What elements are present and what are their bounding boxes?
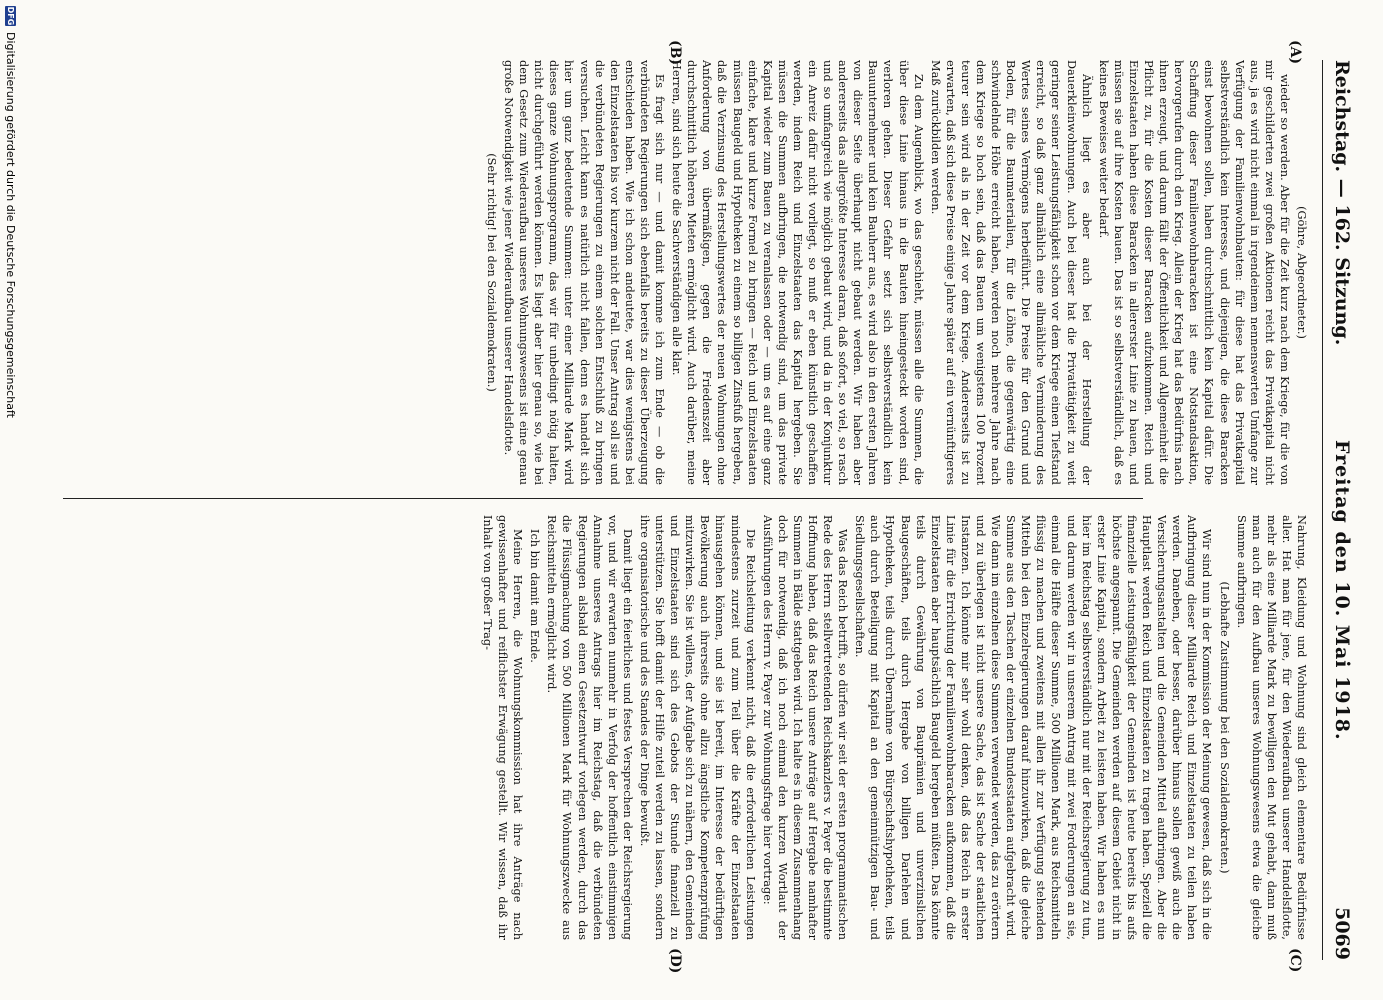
paragraph: Zu dem Augenblick, wo das geschieht, müssen alle die Summen, die über diese Linie hinaus in die Bauten hineingesteckt worden sind, verloren gehen. Dieser Gefahr setzt sich selbstverständlich kein Bauunternehmer und kein Bauherr aus, es wird also in den ersten Jahren von dieser Seite überhaupt nicht gebaut werden. Wir haben aber andererseits das allergrößte Interesse daran, daß sofort, so viel, so rasch und so umfangreich wie möglich gebaut wird, und da in der Konjunktur ein Anreiz dafür nicht vorliegt, so muß er eben künstlich geschaffen werden, indem Reich und Einzelstaaten das Kapital hergeben. Sie müssen die Summen aufbringen, die notwendig sind, um das private Kapital wieder zum Bauen zu veranlassen oder — um es auf eine ganz einfache, klare und kurze Formel zu bringen — Reich und Einzelstaaten müssen Baugeld und Hypotheken zu einem so billigen Zinsfuß hergeben, daß die Verzinsung des Herstellungswertes der neuen Wohnungen ohne Anforderung von übermäßigen, gegen die Friedenszeit aber durchschnittlich höheren Mieten ermöglicht wird. Auch darüber, meine Herren, sind sich heute die Sachverständigen alle klar. [670, 60, 925, 485]
paragraph: Was das Reich betrifft, so dürfen wir seit der ersten programmatischen Rede des Herrn stellvertretenden Reichskanzlers v. Payer die bestimmte Hoffnung haben, daß das Reich unsere Anträge auf Hergabe namhafter Summen in Bälde stattgeben wird. Ich halte es in diesem Zusammenhang doch für notwendig, daß ich noch einmal den kurzen Wortlaut der Ausführungen des Herrn v. Payer zur Wohnungsfrage hier vortrage: [760, 515, 850, 940]
paragraph: wieder so werden. Aber für die Zeit kurz nach dem Kriege, für die von mir geschilderten zwei großen Aktionen reicht das Privatkapital nicht aus, ja es wird nicht einmal in irgendeinem nennenswerten Umfange zur Verfügung der Familienwohnbauten: für diese hat das Privatkapital selbstverständlich kein Interesse, und diejenigen, die diese Baracken einst bewohnen sollen, haben durchschnittlich kein Kapital dafür. Die Schaffung dieser Familienwohnbaracken ist eine Notstandsaktion, hervorgerufen durch den Krieg. Allein der Krieg hat das Bedürfnis nach ihnen erzeugt, und darum fällt der Öffentlichkeit und Allgemeinheit die Pflicht zu, für die Kosten dieser Baracken aufzukommen. Reich und Einzelstaaten haben diese Baracken in allererster Linie zu bauen, und müssen sie auf ihre Kosten bauen. Das ist so selbstverständlich, daß es keines Beweises weiter bedarf. [1096, 60, 1291, 485]
header-session: Reichstag. — 162. Sitzung. [1331, 60, 1353, 346]
paragraph: Ähnlich liegt es aber auch bei der Herstellung der Dauerkleinwohnungen. Auch bei dieser hat die Privattätigkeit zu weit geringer seiner Leistungsfähigkeit schon vor dem Kriege einen Tiefstand erreicht, so daß ganz allmählich eine allmähliche Verminderung des Wertes seines Vermögens herbeiführt. Die Preise für den Grund und Boden, für die Baumaterialien, für die Löhne, die gegenwärtig eine schwindelnde Höhe erreicht haben, werden noch mehrere Jahre nach dem Kriege so hoch sein, daß das Bauen um wenigstens 100 Prozent teurer sein wird als in der Zeit vor dem Kriege. Andererseits ist zu erwarten, daß sich diese Preise einige Jahre später auf ein vernünftigeres Maß zurückbilden werden. [928, 60, 1093, 485]
paragraph: Nahrung, Kleidung und Wohnung sind gleich elementare Bedürfnisse aller. Hat man für jene, für den Wiederaufbau unserer Handelsflotte, mehr als eine Milliarde Mark zu bewilligen den Mut gehabt, dann muß man auch für den Aufbau unseres Wohnungswesens etwa die gleiche Summe aufbringen. [1234, 515, 1308, 940]
paragraph: Wir sind nun in der Kommission der Meinung gewesen, daß sich in die Aufbringung dieser Milliarde Reich und Einzelstaaten zu teilen haben werden. Daneben, oder besser, darüber hinaus sollen gewiß auch die Versicherungsanstalten und die Gemeinden Mittel aufbringen. Aber die Hauptlast werden Reich und Einzelstaaten zu tragen haben. Speziell die finanzielle Leistungsfähigkeit der Gemeinden ist heute bereits bis aufs höchste angespannt. Die Gemeinden werden auf diesem Gebiet nicht in erster Linie Kapital, sondern Arbeit zu leisten haben. Wir haben es nun hier im Reichstag selbstverständlich nur mit der Reichsregierung zu tun, und darum werden wir in unserem Antrag mit zwei Forderungen an sie, einmal die Hälfte dieser Summe, 500 Millionen Mark, aus Reichsmitteln flüssig zu machen und zweitens mit allen ihr zur Verfügung stehenden Mitteln bei den Einzelregierungen darauf hinzuwirken, daß die gleiche Summe aus den Taschen der einzelnen Bundesstaaten aufgebracht wird. Wie dann im einzelnen diese Summen verwendet werden, das zu erörtern und zu überlegen ist nicht unsere Sache, das ist Sache der staatlichen Instanzen. Ich könnte mir sehr wohl denken, daß das Reich in erster Linie für die Errichtung der Familienwohnbaracken aufkommen, daß die Einzelstaaten aber hauptsächlich Baugeld hergeben müßten. Das könnte teils durch Gewährung von Bauprämien und unverzinslichen Baugeschäften, teils durch Hergabe von billigen Darlehen und Hypotheken, teils durch Übernahme von Bürgschaftshypotheken, teils auch durch Beteiligung mit Kapital an den gemeinnützigen Bau- und Siedlungsgesellschaften. [853, 515, 1214, 940]
speaker-attribution: (Göhre, Abgeordneter.) [1295, 206, 1308, 339]
paragraph: Damit liegt ein feierliches und festes Versprechen der Reichsregierung vor, und wir erwarten nunmehr in Verfolg der hoffentlich einstimmigen Annahme unseres Antrags hier im Reichstag, daß die verbündeten Regierungen alsbald einen Gesetzentwurf vorlegen werden, durch das die Flüssigmachung von 500 Millionen Mark für Wohnungszwecke aus Reichsmitteln ermöglicht wird. [545, 515, 634, 940]
left-column [99, 60, 1309, 485]
page-header [1322, 60, 1359, 960]
digitization-credit [0, 0, 22, 1006]
dfg-logo-icon: DFG [6, 6, 16, 26]
margin-mark-a: (A) [1287, 40, 1303, 65]
margin-mark-b: (B) [667, 40, 683, 66]
interjection: (Lebhafte Zustimmung bei den Sozialdemokraten.) [1217, 581, 1231, 874]
margin-mark-c: (C) [1287, 948, 1303, 973]
quotation: Die Reichsleitung verkennt nicht, daß die erforderlichen Leistungen mindestens zurzeit und zum Teil über die Kräfte der Einzelstaaten hinausgehen können, und sie ist bereit, im Interesse der bedürftigen Bevölkerung auch ihrerseits ohne allzu ängstliche Kompetenzprüfung mitzuwirken. Sie ist willens, der Aufgabe sich zu nähern, den Gemeinden und Einzelstaaten sind sich des Gebots der Stunde finanziell zu unterstützen. Sie hofft damit der Hilfe zuteil werden zu lassen, sondern ihre organisatorische und des Standes der Dinge bewußt. [637, 515, 757, 940]
page-number: 5069 [1331, 907, 1353, 960]
right-column [99, 515, 1309, 940]
column-divider [63, 498, 1143, 499]
paragraph: Es fragt sich nur — und damit komme ich zum Ende — ob die verbündeten Regierungen sich ebenfalls bereits zu dieser Überzeugung entschieden haben. Wie ich schon andeutete, war dies wenigstens bei den Einzelstaaten bis vor kurzem nicht der Fall. Unser Antrag soll sie und die verbündeten Regierungen zu einem solchen Entschluß zu bringen versuchen. Leicht kann es natürlich nicht fallen, denn es handelt sich hier um ganz bedeutende Summen: unter einer Milliarde Mark wird dieses ganze Wohnungsprogramm, das wir für unbedingt nötig halten, nicht durchgeführt werden können. Es liegt aber hier genau so, wie bei dem Gesetz zum Wiederaufbau unseres Wohnungswesens ist eine genau große Notwendigkeit wie jener Wiederaufbau unserer Handelsflotte. [502, 60, 667, 485]
margin-mark-d: (D) [667, 948, 683, 974]
header-date: Freitag den 10. Mai 1918. [1331, 440, 1353, 741]
paragraph: Meine Herren, die Wohnungskommission hat ihre Anträge nach gewissenhafter und reiflichster Erwägung gestellt. Wir wissen, daß ihr Inhalt von großer Trag- [481, 515, 525, 940]
credit-text: Digitalisierung gefördert durch die Deutsche Forschungsgemeinschaft [4, 32, 18, 418]
paragraph: Ich bin damit am Ende. [528, 529, 542, 663]
interjection: (Sehr richtig! bei den Sozialdemokraten.) [485, 153, 499, 392]
